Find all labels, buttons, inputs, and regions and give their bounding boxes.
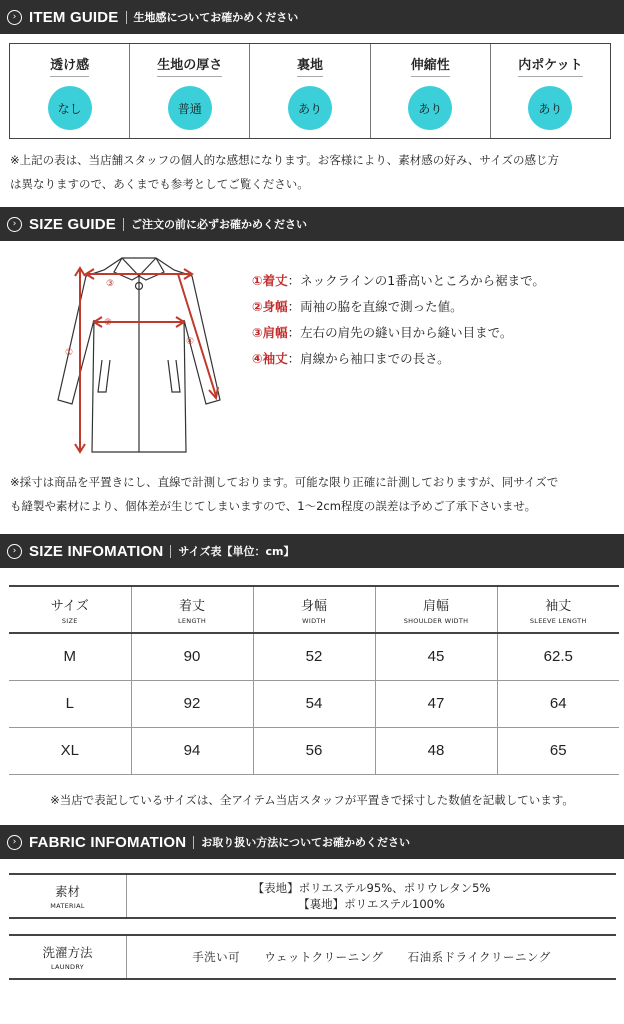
table-cell: 64 [497,680,619,727]
table-cell: 52 [253,633,375,680]
material-value [127,875,616,917]
section-subtitle: サイズ表【単位：cm】 [178,545,295,558]
note-line: は異なりますので、あくまでも参考としてご覧ください。 [10,177,309,191]
section-title: ITEM GUIDE [29,8,119,26]
measurement-desc: ：ネックラインの1番高いところから裾まで。 [287,273,545,288]
item-guide-header [0,0,624,34]
column-header: 身幅 WIDTH [253,586,375,633]
table-cell: 94 [131,727,253,774]
section-subtitle: お取り扱い方法についてお確かめください [201,836,411,849]
laundry-item: ウェットクリーニング [264,950,384,964]
mark-sleeve: ④ [186,337,195,347]
guide-item-value: あり [528,86,572,130]
table-row [9,680,619,727]
column-header: サイズ SIZE [9,586,131,633]
label-en: MATERIAL [50,902,85,910]
column-header: 肩幅 SHOULDER WIDTH [375,586,497,633]
guide-item-label: 透け感 [50,54,89,77]
guide-item-value: あり [288,86,332,130]
measurement-item [252,268,545,294]
measurement-desc: ：両袖の脇を直線で測った値。 [287,299,463,314]
laundry-value [127,936,616,978]
table-cell: 48 [375,727,497,774]
table-cell: 92 [131,680,253,727]
guide-item-sheerness [10,44,130,138]
table-header-row [9,586,619,633]
measurement-key: ③肩幅 [252,325,288,340]
chevron-right-icon: › [7,835,22,850]
measurement-item [252,346,545,372]
guide-item-stretch [371,44,491,138]
table-cell: XL [9,727,131,774]
item-guide-table [9,43,611,139]
section-title: FABRIC INFOMATION [29,833,187,851]
size-info-note: ※当店で表記しているサイズは、全アイテム当店スタッフが平置きで採寸した数値を記載しています。 [50,793,574,807]
material-label [9,875,127,917]
label-jp: 素材 [54,884,80,899]
chevron-right-icon: › [7,544,22,559]
section-subtitle: 生地感についてお確かめください [133,11,299,24]
material-line: 【表地】ポリエステル95%、ポリウレタン5% [252,881,491,895]
column-header: 袖丈 SLEEVE LENGTH [497,586,619,633]
table-row [9,633,619,680]
note-line: ※採寸は商品を平置きにし、直線で計測しております。可能な限り正確に計測しておりますが、同サイズで [10,475,559,489]
mark-width: ② [104,318,113,328]
coat-diagram-icon [44,250,234,460]
guide-item-label: 生地の厚さ [157,54,222,77]
table-cell: 56 [253,727,375,774]
guide-item-value: なし [48,86,92,130]
mark-shoulder: ③ [106,279,115,289]
table-cell: 90 [131,633,253,680]
guide-item-lining [250,44,370,138]
measurement-desc: ：肩線から袖口までの長さ。 [287,351,450,366]
measurement-key: ②身幅 [252,299,288,314]
measurement-list [252,268,545,372]
section-subtitle: ご注文の前に必ずお確かめください [131,218,308,231]
guide-item-label: 伸縮性 [411,54,450,77]
size-guide-note [10,470,616,518]
size-table [9,585,619,775]
guide-item-thickness [130,44,250,138]
table-row [9,727,619,774]
measurement-key: ④袖丈 [252,351,288,366]
table-cell: 47 [375,680,497,727]
label-jp: 洗濯方法 [42,945,93,960]
laundry-item: 手洗い可 [192,950,241,964]
section-title: SIZE GUIDE [29,215,117,233]
guide-item-label: 内ポケット [518,54,582,77]
table-cell: L [9,680,131,727]
laundry-row [9,934,616,980]
table-cell: 62.5 [497,633,619,680]
note-line: も縫製や素材により、個体差が生じてしまいますので、1〜2cm程度の誤差は予めご了承下さいませ。 [10,499,537,513]
label-en: LAUNDRY [50,963,84,971]
chevron-right-icon: › [7,10,22,25]
size-guide-header [0,207,624,241]
divider [126,11,127,24]
material-line: 【裏地】ポリエステル100% [298,897,445,911]
laundry-label [9,936,127,978]
guide-item-value: 普通 [168,86,212,130]
table-cell: 65 [497,727,619,774]
chevron-right-icon: › [7,217,22,232]
divider [123,218,124,231]
divider [170,545,171,558]
divider [193,836,194,849]
guide-item-inner-pocket [491,44,610,138]
measurement-item [252,320,545,346]
laundry-item: 石油系ドライクリーニング [407,950,551,964]
item-guide-note [10,148,616,196]
measurement-item [252,294,545,320]
size-info-header [0,534,624,568]
section-title: SIZE INFOMATION [29,542,164,560]
measurement-key: ①着丈 [252,273,288,288]
table-cell: 45 [375,633,497,680]
column-header: 着丈 LENGTH [131,586,253,633]
note-line: ※上記の表は、当店舗スタッフの個人的な感想になります。お客様により、素材感の好み、サイズの感じ方 [10,153,559,167]
fabric-info-header [0,825,624,859]
table-cell: M [9,633,131,680]
table-cell: 54 [253,680,375,727]
material-row [9,873,616,919]
mark-length: ① [65,348,74,358]
guide-item-value: あり [408,86,452,130]
measurement-desc: ：左右の肩先の縫い目から縫い目まで。 [287,325,513,340]
guide-item-label: 裏地 [297,54,323,77]
